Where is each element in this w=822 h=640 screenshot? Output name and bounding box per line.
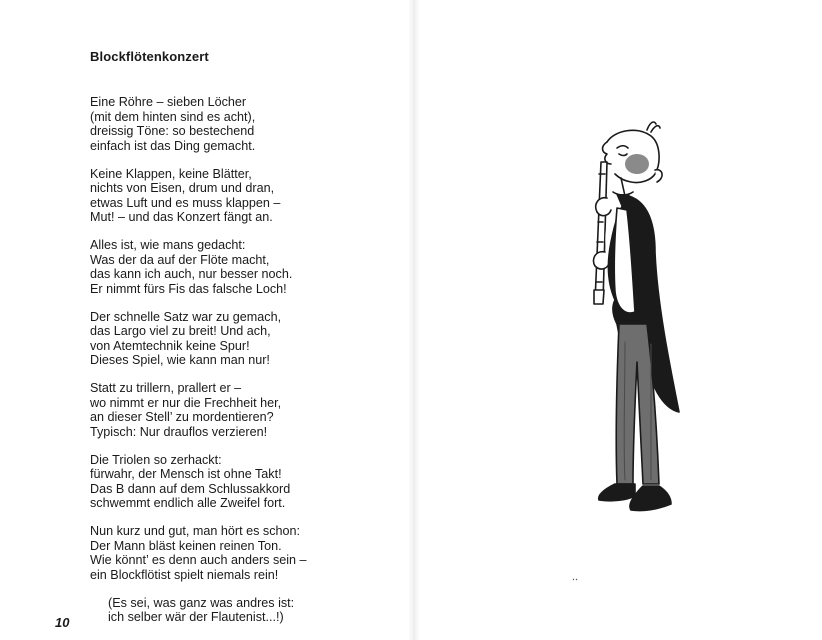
poem-line: Wie könnt’ es denn auch anders sein – (90, 553, 307, 567)
poem-line: wo nimmt er nur die Frechheit her, (90, 395, 282, 410)
poem-line: Alles ist, wie mans gedacht: (90, 238, 246, 252)
poem-line: das kann ich auch, nur besser noch. (90, 267, 293, 281)
poem-line: nichts von Eisen, drum und dran, (90, 181, 275, 195)
poem-line: Statt zu trillern, prallert er – (90, 381, 242, 395)
poem-line: Dieses Spiel, wie kann man nur! (90, 353, 270, 367)
poem-line: Nun kurz und gut, man hört es schon: (90, 524, 301, 538)
poem-title: Blockflötenkonzert (90, 49, 209, 64)
poem-line: dreissig Töne: so bestechend (90, 124, 255, 138)
poem-line: Eine Röhre – sieben Löcher (90, 95, 247, 109)
stanza-3 (90, 238, 390, 296)
poem-line: etwas Luft und es muss klappen – (90, 195, 281, 210)
book-gutter (408, 0, 420, 640)
coda-line: ich selber wär der Flautenist...!) (108, 610, 284, 624)
poem-line: einfach ist das Ding gemacht. (90, 138, 256, 153)
poem-body (90, 95, 390, 638)
stanza-2 (90, 167, 390, 225)
page-number: 10 (55, 615, 70, 630)
poem-line: an dieser Stell’ zu mordentieren? (90, 410, 274, 424)
poem-line: (mit dem hinten sind es acht), (90, 109, 256, 124)
poem-line: Der Mann bläst keinen reinen Ton. (90, 538, 282, 553)
poem-line: ein Blockflötist spielt niemals rein! (90, 567, 279, 582)
poem-line: Die Triolen so zerhackt: (90, 452, 222, 467)
stanza-4 (90, 310, 390, 368)
poem-line: von Atemtechnik keine Spur! (90, 338, 250, 353)
stanza-5 (90, 381, 390, 439)
poem-line: schwemmt endlich alle Zweifel fort. (90, 496, 286, 510)
poem-line: Der schnelle Satz war zu gemach, (90, 309, 282, 324)
ink-speck-icon (572, 578, 578, 581)
poem-line: Typisch: Nur drauflos verzieren! (90, 424, 268, 439)
poem-coda (90, 596, 390, 625)
left-page (0, 0, 410, 640)
poem-line: Mut! – und das Konzert fängt an. (90, 210, 273, 224)
coda-line: (Es sei, was ganz was andres ist: (108, 595, 295, 610)
poem-line: Er nimmt fürs Fis das falsche Loch! (90, 281, 287, 296)
poem-line: Keine Klappen, keine Blätter, (90, 166, 252, 181)
recorder-player-illustration-icon (555, 112, 685, 527)
poem-line: Was der da auf der Flöte macht, (90, 252, 270, 267)
stanza-6 (90, 453, 390, 511)
poem-line: das Largo viel zu breit! Und ach, (90, 324, 271, 338)
poem-line: fürwahr, der Mensch ist ohne Takt! (90, 467, 282, 481)
stanza-7 (90, 524, 390, 582)
poem-line: Das B dann auf dem Schlussakkord (90, 481, 291, 496)
stanza-1 (90, 95, 390, 153)
